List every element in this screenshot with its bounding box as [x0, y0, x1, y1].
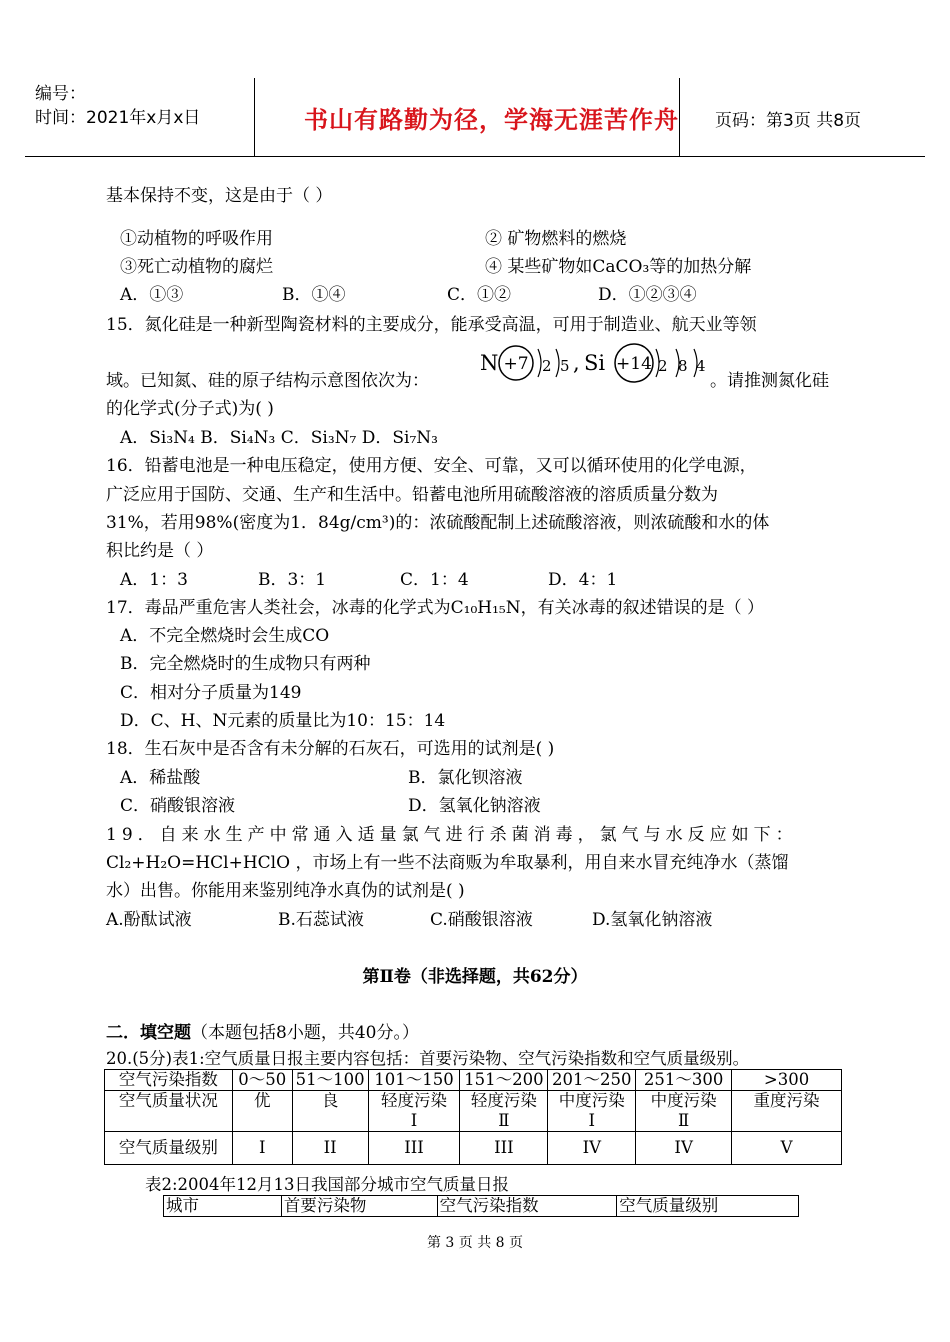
question-19: 19．自来水生产中常通入适量氯气进行杀菌消毒，氯气与水反应如下： [106, 825, 798, 845]
table-cell: 轻度污染 Ⅰ [368, 1091, 460, 1132]
atom-structure-diagram [480, 343, 708, 383]
option: A．1：3 [120, 570, 188, 590]
table-cell: 轻度污染 Ⅱ [460, 1091, 548, 1132]
question-17: 17．毒品严重危害人类社会，冰毒的化学式为C₁₀H₁₅N，有关冰毒的叙述错误的是（ ） [106, 598, 765, 618]
table-cell: ⅠⅠ [292, 1132, 368, 1165]
option: C．硝酸银溶液 [120, 796, 236, 816]
option: B．氯化钡溶液 [408, 768, 523, 788]
option: D．①②③④ [598, 285, 697, 305]
header-divider [679, 78, 680, 156]
table-cell: 良 [292, 1091, 368, 1132]
header-meta [35, 82, 200, 130]
si-symbol: Si [584, 351, 606, 375]
option: B.石蕊试液 [278, 910, 364, 930]
table-cell: ⅠV [636, 1132, 732, 1165]
table-cell: V [732, 1132, 842, 1165]
question-15: 15．氮化硅是一种新型陶瓷材料的主要成分，能承受高温，可用于制造业、航天业等领 [106, 315, 757, 335]
section-note: （本题包括8小题，共40分。） [191, 1023, 419, 1043]
option: A.酚酞试液 [106, 910, 192, 930]
option: ② 矿物燃料的燃烧 [485, 229, 627, 249]
table-cell: 0～50 [232, 1070, 292, 1091]
n-shell-arc [538, 349, 541, 377]
n-shell-arc [556, 349, 559, 377]
option: A．稀盐酸 [120, 768, 201, 788]
table-header-cell: 首要污染物 [281, 1196, 437, 1217]
table-cell: 251～300 [636, 1070, 732, 1091]
option: C．1：4 [400, 570, 469, 590]
option: ④ 某些矿物如CaCO₃等的加热分解 [485, 257, 752, 277]
header-page-label: 页码：第3页 共8页 [715, 111, 862, 131]
option: A．不完全燃烧时会生成CO [120, 626, 330, 646]
si-shell-2: 8 [678, 357, 688, 375]
option: C.硝酸银溶液 [430, 910, 533, 930]
question-16: 16．铅蓄电池是一种电压稳定，使用方便、安全、可靠，又可以循环使用的化学电源， [106, 456, 757, 476]
table-cell: Ⅰ [232, 1132, 292, 1165]
text-line: 水）出售。你能用来鉴别纯净水真伪的试剂是( ) [106, 881, 465, 901]
table-cell: 中度污染 Ⅱ [636, 1091, 732, 1132]
header-divider [254, 78, 255, 156]
table-cell: 空气污染指数 [105, 1070, 233, 1091]
text-line: Cl₂+H₂O=HCl+HClO ，市场上有一些不法商贩为牟取暴利，用自来水冒充纯净水（蒸馏 [106, 853, 789, 873]
si-nucleus: +14 [616, 354, 652, 374]
n-nucleus: +7 [503, 354, 529, 374]
option: A．①③ [120, 285, 184, 305]
table-cell: 中度污染 Ⅰ [548, 1091, 636, 1132]
option: ①动植物的呼吸作用 [120, 229, 273, 249]
option: C．①② [447, 285, 512, 305]
option: B．①④ [282, 285, 346, 305]
option: D.氢氧化钠溶液 [592, 910, 713, 930]
table-header-cell: 空气质量级别 [617, 1196, 799, 1217]
table-cell: ⅠⅠⅠ [460, 1132, 548, 1165]
table-row [105, 1091, 842, 1132]
table-cell: ⅠⅠⅠ [368, 1132, 460, 1165]
part-two-title: 第Ⅱ卷（非选择题，共62分） [362, 967, 588, 987]
table-cell: 151～200 [460, 1070, 548, 1091]
table-cell: 101～150 [368, 1070, 460, 1091]
option: D．C、H、N元素的质量比为10：15：14 [120, 711, 446, 731]
n-shell-2: 5 [560, 357, 570, 375]
comma: , [573, 351, 580, 375]
table-cell: 优 [232, 1091, 292, 1132]
table-cell: 重度污染 [732, 1091, 842, 1132]
option: B．完全燃烧时的生成物只有两种 [120, 654, 371, 674]
question-18: 18．生石灰中是否含有未分解的石灰石，可选用的试剂是( ) [106, 739, 555, 759]
section-heading [106, 1022, 419, 1044]
text-line: 。请推测氮化硅 [710, 371, 829, 391]
options: A．Si₃N₄ B．Si₄N₃ C．Si₃N₇ D．Si₇N₃ [120, 428, 438, 448]
option: B．3：1 [258, 570, 327, 590]
text-line: 基本保持不变，这是由于（ ） [106, 186, 333, 206]
number-label: 编号： [35, 84, 86, 104]
table-header-cell: 城市 [164, 1196, 282, 1217]
text-line: 积比约是（ ） [106, 541, 214, 561]
option: ③死亡动植物的腐烂 [120, 257, 273, 277]
section-title: 二．填空题 [106, 1023, 191, 1043]
table-cell: >300 [732, 1070, 842, 1091]
time-label: 时间：2021年x月x日 [35, 108, 201, 128]
page-header [25, 78, 925, 157]
city-air-quality-table [163, 1195, 799, 1217]
table-cell: 51～100 [292, 1070, 368, 1091]
si-shell-3: 4 [696, 357, 706, 375]
text-line: 31%，若用98%(密度为1．84g/cm³)的：浓硫酸配制上述硫酸溶液，则浓硫酸和水的体 [106, 513, 770, 533]
text-line: 广泛应用于国防、交通、生产和生活中。铅蓄电池所用硫酸溶液的溶质质量分数为 [106, 485, 718, 505]
text-line: 域。已知氮、硅的原子结构示意图依次为： [106, 371, 429, 391]
table-row [105, 1070, 842, 1091]
table-header-cell: 空气污染指数 [437, 1196, 617, 1217]
table-cell: 空气质量状况 [105, 1091, 233, 1132]
table-row [105, 1132, 842, 1165]
n-shell-1: 2 [542, 357, 552, 375]
page-footer: 第 3 页 共 8 页 [426, 1235, 524, 1251]
n-symbol: N [480, 351, 499, 375]
option: C．相对分子质量为149 [120, 683, 302, 703]
text-line: 的化学式(分子式)为( ) [106, 399, 274, 419]
air-quality-table [104, 1069, 842, 1165]
si-shell-1: 2 [658, 357, 668, 375]
option: D．氢氧化钠溶液 [408, 796, 541, 816]
table-cell: ⅠV [548, 1132, 636, 1165]
question-20: 20.(5分)表1:空气质量日报主要内容包括：首要污染物、空气污染指数和空气质量级别。 [106, 1049, 750, 1068]
header-motto: 书山有路勤为径，学海无涯苦作舟 [304, 106, 679, 134]
table-cell: 201～250 [548, 1070, 636, 1091]
table-caption: 表2:2004年12月13日我国部分城市空气质量日报 [145, 1175, 510, 1194]
table-cell: 空气质量级别 [105, 1132, 233, 1165]
option: D．4：1 [548, 570, 618, 590]
